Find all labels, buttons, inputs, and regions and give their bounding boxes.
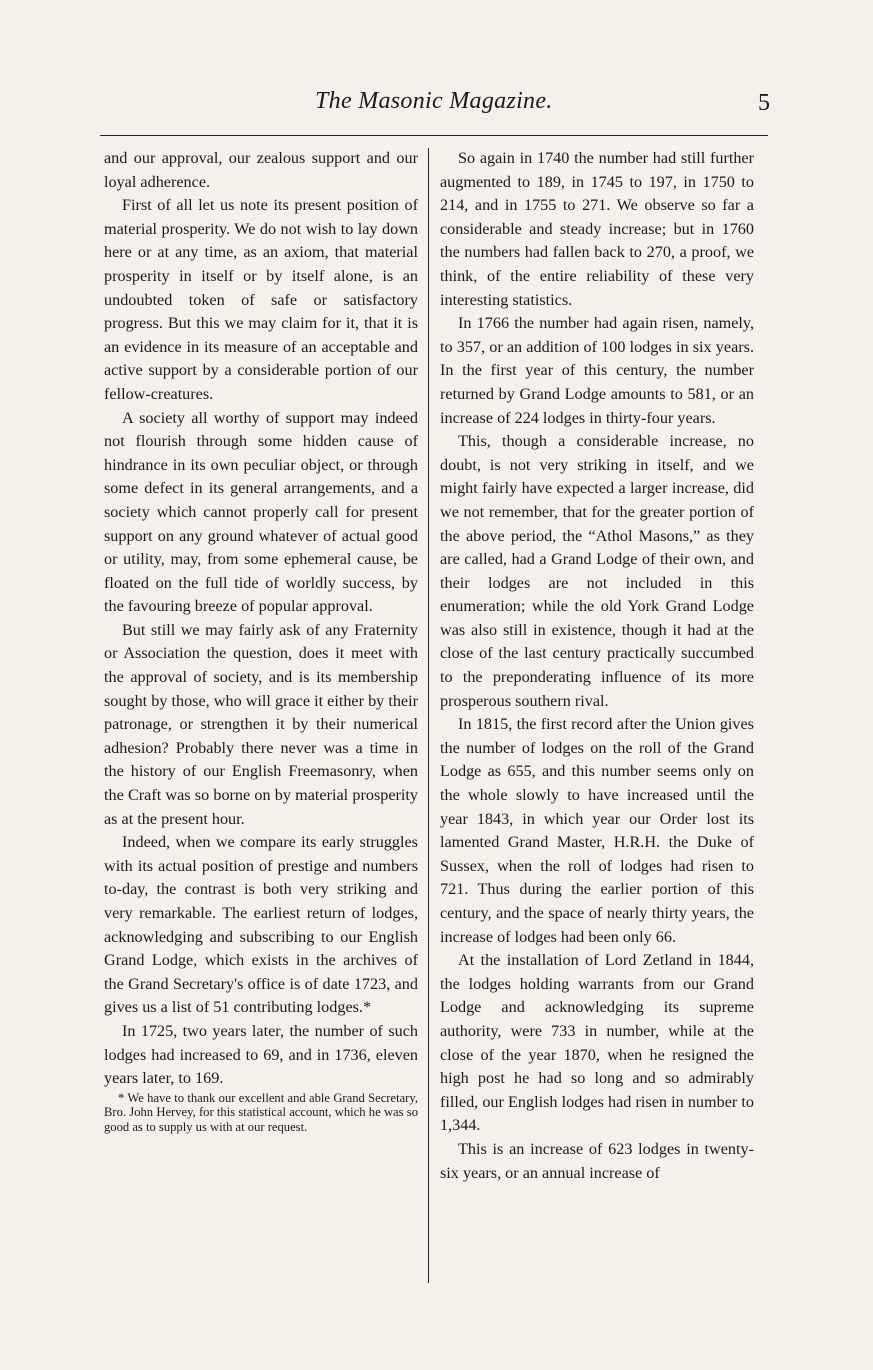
paragraph: This is an increase of 623 lodges in twenty-six years, or an annual increase of [440, 1139, 754, 1182]
paragraph: In 1766 the number had again risen, namely, to 357, or an addition of 100 lodges in six years. In the first year of this century, the number returned by Grand Lodge amounts to 581, or an increase of 224 lodges in thirty-four years. [440, 314, 754, 427]
paragraph: In 1725, two years later, the number of such lodges had increased to 69, and in 1736, eleven years later, to 169. [104, 1021, 418, 1088]
header-rule [100, 135, 768, 136]
paragraph: Indeed, when we compare its early struggles with its actual position of prestige and numbers to-day, the contrast is both very striking and very remarkable. The earliest return of lodges, acknowledging and subscribing to our English Grand Lodge, which exists in the archives of the Grand Secretary's office is of date 1723, and gives us a list of 51 contributing lodges.* [104, 833, 418, 1017]
paragraph: and our approval, our zealous support and our loyal adherence. [104, 149, 418, 191]
paragraph: At the installation of Lord Zetland in 1844, the lodges holding warrants from our Grand Lodge and acknowledging its supreme authority, were 733 in number, while at the close of the year 1870, when he resigned the high post he had so long and so admirably filled, our English lodges had risen in number to 1,344. [440, 951, 754, 1135]
paragraph: First of all let us note its present position of material prosperity. We do not wish to lay down here or at any time, as an axiom, that material prosperity in itself or by itself alone, is an undoubted token of safe or satisfactory progress. But this we may claim for it, that it is an evidence in its measure of an acceptable and active support by a considerable portion of our fellow-creatures. [104, 196, 418, 403]
paragraph: But still we may fairly ask of any Fraternity or Association the question, does it meet with the approval of society, and is its membership sought by those, who will grace it either by their patronage, or strengthen it by their numerical adhesion? Probably there never was a time in the history of our English Freemasonry, when the Craft was so borne on by material prosperity as at the present hour. [104, 620, 418, 828]
paragraph: In 1815, the first record after the Union gives the number of lodges on the roll of the Grand Lodge as 655, and this number seems only on the whole slowly to have increased until the year 1843, in which year our Order lost its lamented Grand Master, H.R.H. the Duke of Sussex, when the roll of lodges had risen to 721. Thus during the earlier portion of this century, and the space of nearly thirty years, the increase of lodges had been only 66. [440, 715, 754, 946]
paragraph: This, though a considerable increase, no doubt, is not very striking in itself, and we might fairly have expected a larger increase, did we not remember, that for the greater portion of the above period, the “Athol Masons,” as they are called, had a Grand Lodge of their own, and their lodges are not included in this enumeration; while the old York Grand Lodge was also still in existence, though it had at the close of the last century practically succumbed to the preponderating influence of its more prosperous southern rival. [440, 432, 754, 710]
column-divider [428, 148, 429, 1283]
page-number: 5 [758, 90, 770, 116]
paragraph: A society all worthy of support may indeed not flourish through some hidden cause of hindrance in its own peculiar object, or through some defect in its general arrangements, and a society which cannot properly call for present support on any ground whatever of actual good or utility, may, from some ephemeral cause, be floated on the full tide of worldly success, by the favouring breeze of popular approval. [104, 408, 418, 616]
running-title: The Masonic Magazine. [315, 88, 553, 114]
right-column [440, 147, 754, 1185]
left-column [104, 147, 418, 1135]
page-header [100, 88, 770, 128]
footnote: * We have to thank our excellent and able Grand Secretary, Bro. John Hervey, for this statistical account, which he was so good as to supply us with at our request. [104, 1090, 418, 1134]
paragraph: So again in 1740 the number had still further augmented to 189, in 1745 to 197, in 1750 to 214, and in 1755 to 271. We observe so far a considerable and steady increase; but in 1760 the numbers had fallen back to 270, a proof, we think, of the entire reliability of these very interesting statistics. [440, 149, 754, 309]
